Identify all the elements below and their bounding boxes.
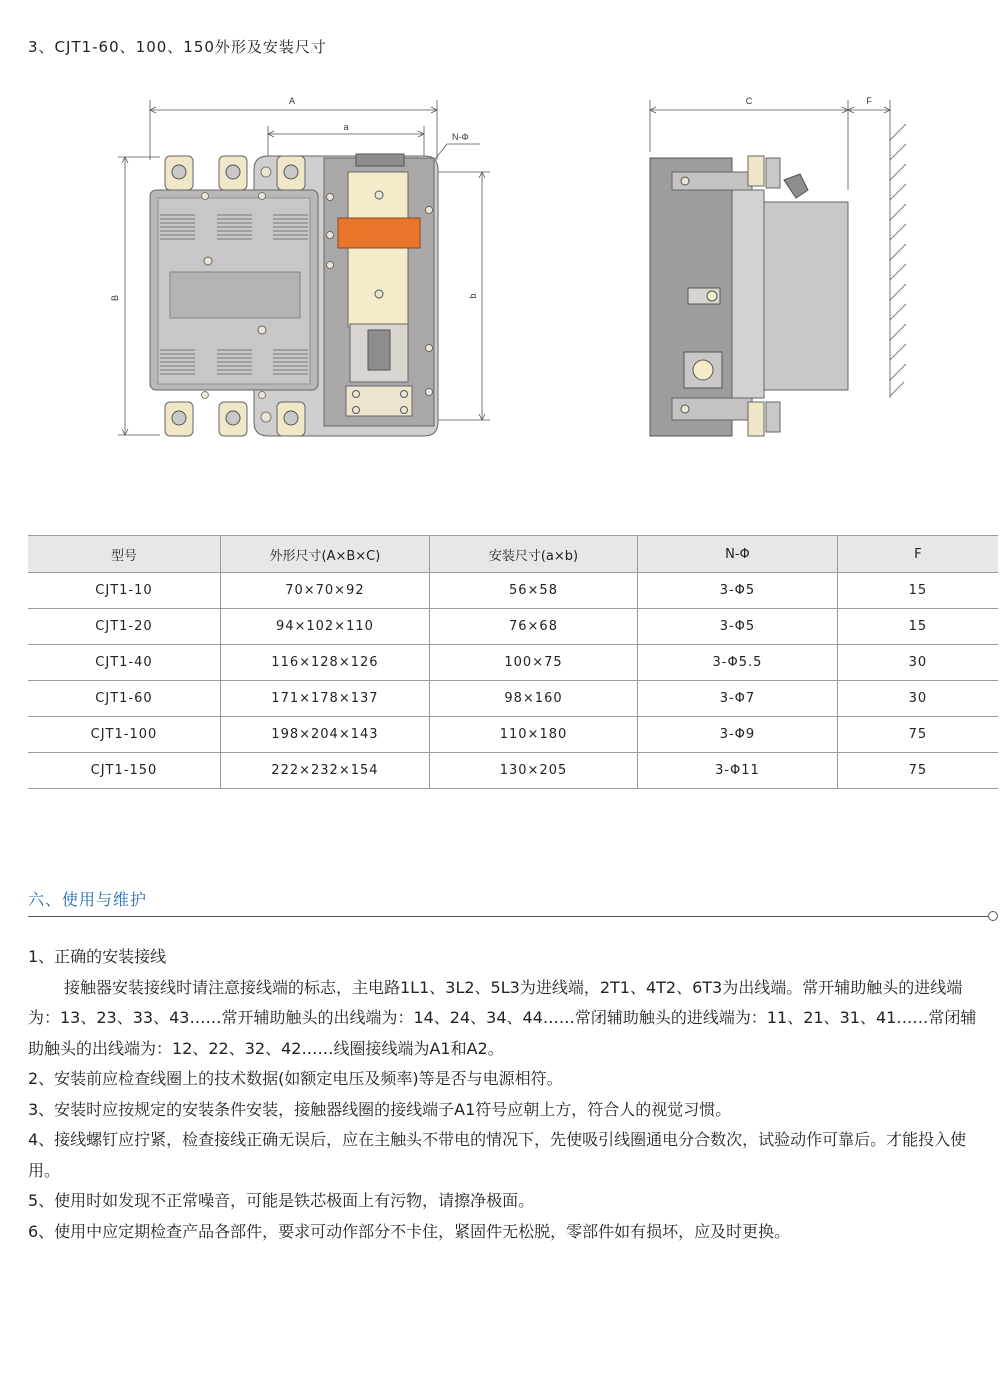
- side-body: [732, 190, 764, 398]
- cell-mount-size: 56×58: [429, 573, 637, 609]
- cell-model: CJT1-20: [28, 609, 220, 645]
- col-header-n-phi: N-Φ: [638, 536, 838, 573]
- cell-outline-size: 116×128×126: [220, 645, 429, 681]
- col-header-model: 型号: [28, 536, 220, 573]
- cell-f: 30: [837, 681, 998, 717]
- table-row: [28, 645, 998, 681]
- cell-outline-size: 222×232×154: [220, 753, 429, 789]
- cell-n-phi: 3-Φ5: [638, 573, 838, 609]
- table-row: [28, 717, 998, 753]
- cell-n-phi: 3-Φ11: [638, 753, 838, 789]
- label-F: F: [866, 96, 872, 106]
- col-header-f: F: [837, 536, 998, 573]
- label-A: A: [288, 96, 296, 106]
- cell-mount-size: 100×75: [429, 645, 637, 681]
- cell-model: CJT1-40: [28, 645, 220, 681]
- cell-model: CJT1-60: [28, 681, 220, 717]
- rule-end-circle: [988, 911, 998, 921]
- label-a: a: [343, 122, 349, 132]
- usage-item: 4、接线螺钉应拧紧，检查接线正确无误后，应在主触头不带电的情况下，先使吸引线圈通电分合数次，试验动作可靠后。才能投入使用。: [28, 1130, 967, 1180]
- coil-band: [338, 218, 420, 248]
- section-title: 3、CJT1-60、100、150外形及安装尺寸: [28, 38, 327, 56]
- usage-item: 2、安装前应检查线圈上的技术数据(如额定电压及频率)等是否与电源相符。: [28, 1069, 563, 1088]
- cell-n-phi: 3-Φ9: [638, 717, 838, 753]
- contactor-outline-drawing: [0, 80, 1000, 460]
- usage-item: 6、使用中应定期检查产品各部件，要求可动作部分不卡住，紧固件无松脱，零部件如有损坏，应及时更换。: [28, 1221, 791, 1241]
- heading-rule: [28, 916, 988, 917]
- table-row: [28, 681, 998, 717]
- usage-item: 5、使用时如发现不正常噪音，可能是铁芯极面上有污物，请擦净极面。: [28, 1191, 535, 1210]
- cell-model: CJT1-100: [28, 717, 220, 753]
- usage-body: [28, 942, 990, 1247]
- label-b: b: [468, 293, 478, 299]
- cell-n-phi: 3-Φ5.5: [638, 645, 838, 681]
- cell-mount-size: 98×160: [429, 681, 637, 717]
- usage-item: 3、安装时应按规定的安装条件安装，接触器线圈的接线端子A1符号应朝上方，符合人的视觉习惯。: [28, 1099, 732, 1119]
- bottom-terminals: [165, 402, 305, 436]
- top-terminals: [165, 156, 305, 190]
- cell-mount-size: 110×180: [429, 717, 637, 753]
- cell-n-phi: 3-Φ7: [638, 681, 838, 717]
- cell-n-phi: 3-Φ5: [638, 609, 838, 645]
- cell-model: CJT1-10: [28, 573, 220, 609]
- table-header-row: [28, 536, 998, 573]
- col-header-outline-size: 外形尺寸(A×B×C): [220, 536, 429, 573]
- cell-mount-size: 130×205: [429, 753, 637, 789]
- cell-f: 75: [837, 717, 998, 753]
- cell-model: CJT1-150: [28, 753, 220, 789]
- col-header-mount-size: 安装尺寸(a×b): [429, 536, 637, 573]
- table-row: [28, 753, 998, 789]
- bottom-vents: [160, 350, 308, 374]
- table-row: [28, 609, 998, 645]
- label-n-phi: N-Φ: [452, 132, 469, 142]
- cell-outline-size: 198×204×143: [220, 717, 429, 753]
- usage-item: 1、正确的安装接线: [28, 947, 167, 966]
- cell-f: 30: [837, 645, 998, 681]
- top-vents: [160, 215, 308, 239]
- label-B: B: [110, 294, 120, 302]
- dimension-A: [150, 100, 437, 160]
- cell-outline-size: 70×70×92: [220, 573, 429, 609]
- cell-outline-size: 171×178×137: [220, 681, 429, 717]
- cell-outline-size: 94×102×110: [220, 609, 429, 645]
- table-row: [28, 573, 998, 609]
- dimension-b: [430, 172, 490, 420]
- cell-f: 15: [837, 609, 998, 645]
- cell-f: 15: [837, 573, 998, 609]
- usage-heading: 六、使用与维护: [28, 890, 148, 909]
- usage-paragraph: 接触器安装接线时请注意接线端的标志，主电路1L1、3L2、5L3为进线端，2T1、4T2、6T3为出线端。常开辅助触头的进线端为：13、23、33、43……常开辅助触头的出线端为：14、24、34、44……常闭辅助触头的进线端为：11、21、31、41……常闭辅助触头的出线端为：12、22、32、42……线圈接线端为A1和A2。: [28, 977, 977, 1058]
- cell-mount-size: 76×68: [429, 609, 637, 645]
- spec-table: [28, 535, 998, 789]
- label-C: C: [745, 96, 753, 106]
- nameplate: [170, 272, 300, 318]
- cell-f: 75: [837, 753, 998, 789]
- mounting-wall: [890, 120, 906, 398]
